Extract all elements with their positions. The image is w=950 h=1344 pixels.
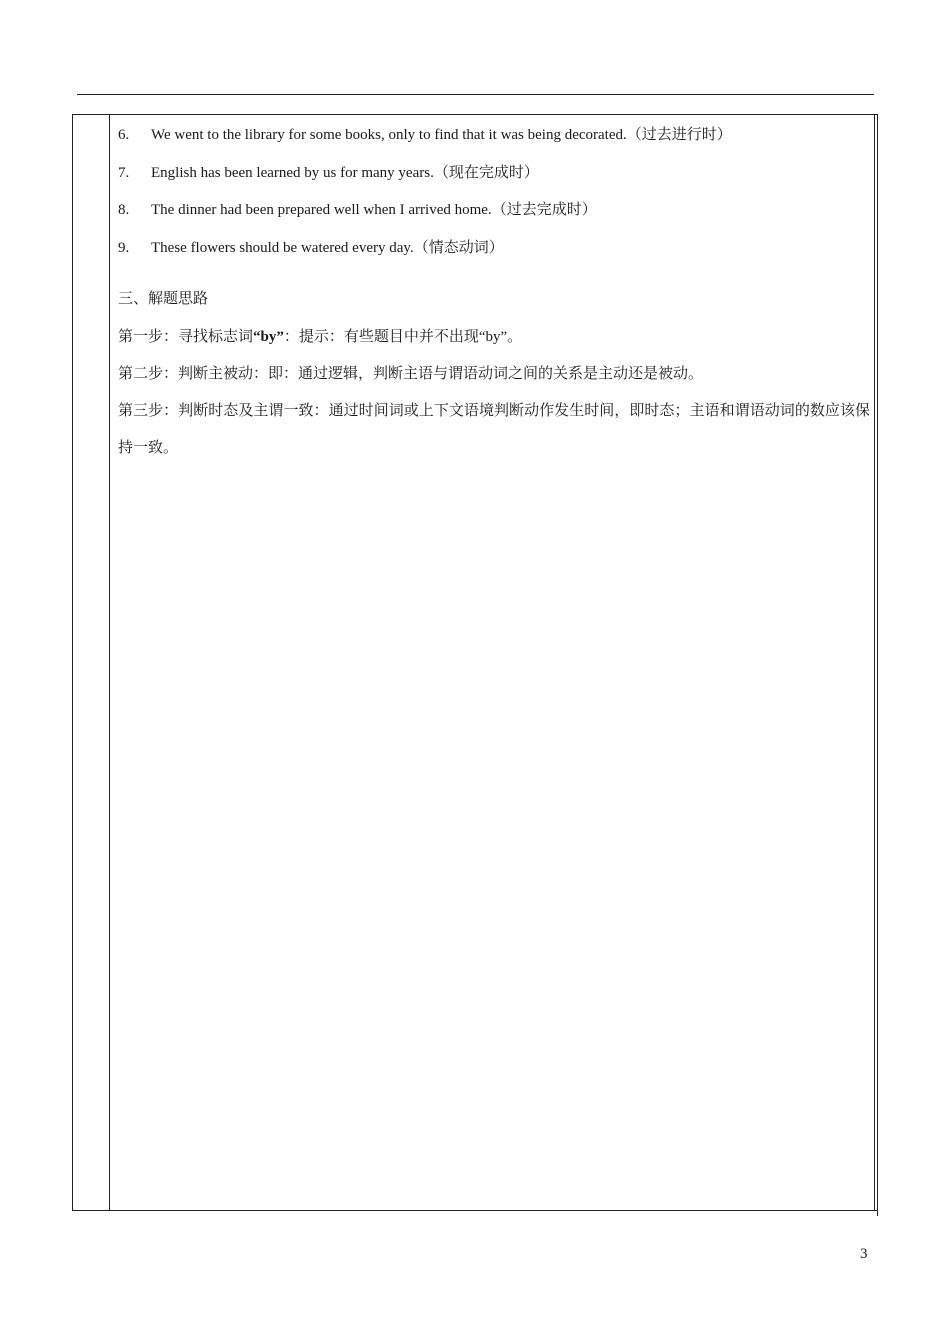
example-number: 8. <box>118 202 130 218</box>
example-tense-note: （现在完成时） <box>433 164 539 181</box>
example-number: 7. <box>118 164 130 181</box>
table-border-tick <box>877 1208 878 1216</box>
example-sentence <box>151 120 732 150</box>
table-right-double-border <box>874 115 875 1210</box>
example-item <box>118 120 870 158</box>
example-english: English has been learned by us for many years. <box>151 164 434 181</box>
example-english: The dinner had been prepared well when I arrived home. <box>151 202 492 218</box>
example-tense-note: （过去进行时） <box>626 127 732 143</box>
example-tense-note: （情态动词） <box>413 239 504 256</box>
step-one <box>118 319 870 356</box>
example-number: 6. <box>118 127 130 143</box>
step-two: 第二步：判断主被动：即：通过逻辑，判断主语与谓语动词之间的关系是主动还是被动。 <box>118 365 704 382</box>
table-column-divider <box>109 115 110 1210</box>
header-rule <box>77 94 874 95</box>
page-number: 3 <box>860 1246 868 1262</box>
step-three: 第三步：判断时态及主谓一致：通过时间词或上下文语境判断动作发生时间，即时态；主语和谓语动词的数应该保持一致。 <box>118 402 870 456</box>
table-content-cell <box>118 120 870 467</box>
example-english: These flowers should be watered every day. <box>151 239 414 256</box>
step-one-keyword: “by” <box>253 328 284 345</box>
example-sentence <box>151 233 504 263</box>
example-item <box>118 158 870 196</box>
example-item <box>118 233 870 271</box>
example-tense-note: （过去完成时） <box>491 202 597 218</box>
example-english: We went to the library for some books, only to find that it was being decorated. <box>151 127 627 143</box>
example-item <box>118 195 870 233</box>
step-one-rest: ：提示：有些题目中并不出现“by”。 <box>283 328 523 345</box>
example-sentence <box>151 158 539 188</box>
step-one-prefix: 第一步：寻找标志词 <box>118 328 254 345</box>
section-heading: 三、解题思路 <box>118 291 209 307</box>
example-number: 9. <box>118 239 130 256</box>
example-sentence <box>151 195 597 225</box>
